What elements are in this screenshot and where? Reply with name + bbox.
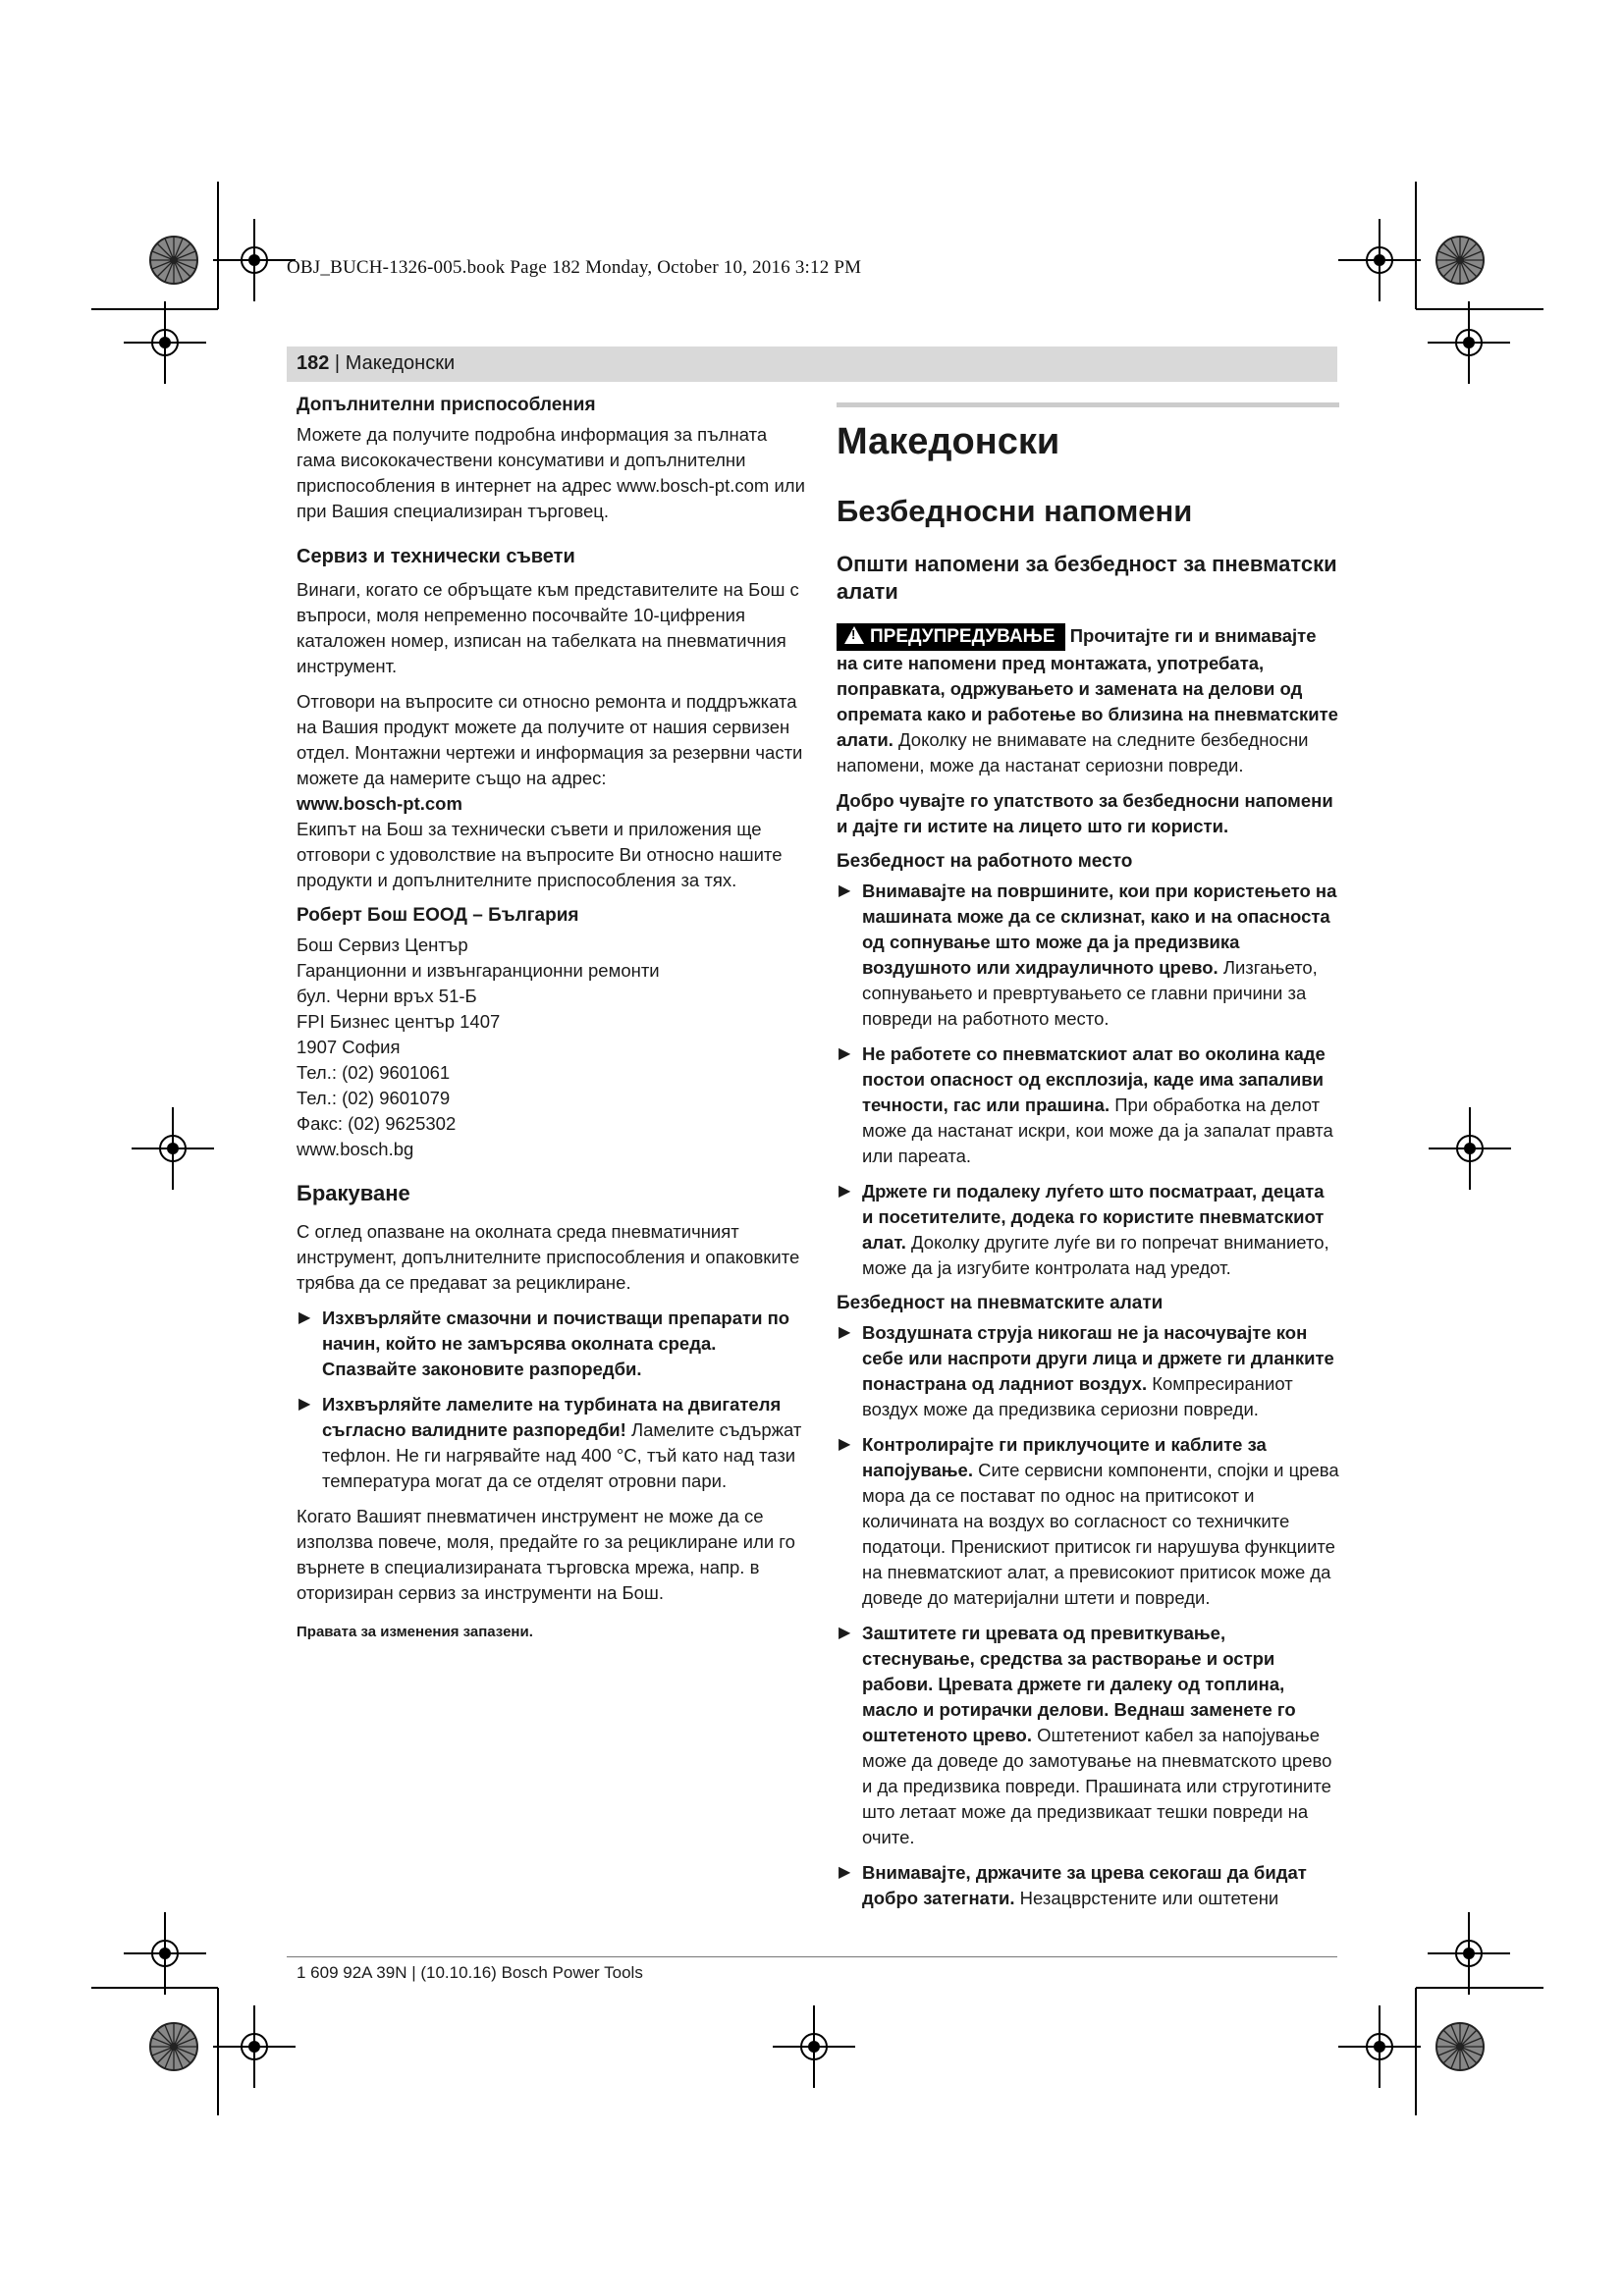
- page-header-language: Македонски: [345, 352, 456, 374]
- contact-company: Роберт Бош ЕООД – България: [297, 905, 579, 926]
- pneumatic-bullet: [837, 1621, 1339, 1850]
- disposal-title: Бракуване: [297, 1181, 410, 1205]
- bullet-text: Оштетениот кабел за напојување може да доведе до замотување на пневматското црево и да предизвика повреди. Прашината или струготините што летаат може да предизвикаат тешки повреди на очите.: [862, 1725, 1332, 1847]
- keep-instructions: Добро чувајте го упатството за безбедносни напомени и дајте ги истите на лицето што ги користи.: [837, 790, 1333, 836]
- warning-label: [837, 623, 1065, 651]
- bullet-text: При обработка на делот може да настанат искри, кои може да ја запалат правта или пареата.: [862, 1095, 1333, 1166]
- pneumatic-bullet: [837, 1432, 1339, 1611]
- pneumatic-bullet: [837, 1860, 1339, 1911]
- pneumatic-safety-title: Безбедност на пневматските алати: [837, 1293, 1164, 1313]
- page-number: 182: [297, 352, 330, 374]
- workplace-safety-title: Безбедност на работното место: [837, 851, 1133, 872]
- disposal-bullet: [297, 1392, 807, 1494]
- right-column: [837, 393, 1339, 1921]
- bullet-bold: Воздушната струја никогаш не ја насочувајте кон себе или наспроти други лица и држете ги дланките понастрана од ладниот воздух.: [862, 1322, 1334, 1394]
- bullet-arrow-icon: ▶: [839, 1625, 851, 1641]
- bullet-arrow-icon: ▶: [839, 1324, 851, 1341]
- service-paragraph-1: Винаги, когато се обръщате към представителите на Бош с въпроси, моля непременно посочвайте 10-цифрения каталожен номер, изписан на табелката на пневматичния инструмент.: [297, 579, 799, 676]
- safety-title: Безбедносни напомени: [837, 494, 1193, 528]
- bullet-bold: Држете ги подалеку луѓето што посматраат, децата и посетителите, додека го користите пневматскиот алат.: [862, 1181, 1325, 1253]
- contact-line: Тел.: (02) 9601061: [297, 1062, 451, 1083]
- warning-block: [837, 623, 1339, 778]
- disposal-bullet: [297, 1306, 807, 1382]
- bullet-bold: Внимавајте, држачите за црева секогаш да бидат добро затегнати.: [862, 1862, 1307, 1908]
- contact-line: FPI Бизнес център 1407: [297, 1011, 501, 1032]
- bullet-text: Компресираниот воздух може да предизвика сериозни повреди.: [862, 1373, 1293, 1419]
- disposal-bullet-bold: Изхвърляйте ламелите на турбината на двигателя съгласно валидните разпоредби!: [322, 1394, 782, 1440]
- bullet-bold: Контролирајте ги приклучоците и каблите за напојување.: [862, 1434, 1267, 1480]
- pneumatic-bullet: [837, 1320, 1339, 1422]
- contact-line: www.bosch.bg: [297, 1139, 414, 1159]
- accessories-text: Можете да получите подробна информация за пълната гама висококачествени консумативи и допълнителни приспособления в интернет на адрес www.bosch-pt.com или при Вашия специализиран търговец.: [297, 424, 805, 521]
- bullet-arrow-icon: ▶: [839, 1436, 851, 1453]
- bullet-arrow-icon: ▶: [839, 1864, 851, 1881]
- workplace-bullet: [837, 1041, 1339, 1169]
- bullet-text: Незацврстените или оштетени: [1014, 1888, 1279, 1908]
- general-safety-title: Општи напомени за безбедност за пневматски алати: [837, 552, 1337, 604]
- warning-label-text: ПРЕДУПРЕДУВАЊЕ: [870, 626, 1056, 647]
- disposal-paragraph-1: С оглед опазване на околната среда пневматичният инструмент, допълнителните приспособления и опаковките трябва да се предават за рециклиране.: [297, 1221, 800, 1293]
- service-url: www.bosch-pt.com: [297, 793, 462, 814]
- workplace-bullet: [837, 879, 1339, 1032]
- page-header-separator: |: [329, 352, 346, 374]
- language-title: Македонски: [837, 402, 1339, 466]
- bullet-arrow-icon: ▶: [839, 1183, 851, 1200]
- contact-line: Факс: (02) 9625302: [297, 1113, 457, 1134]
- workplace-bullet: [837, 1179, 1339, 1281]
- page-header: [297, 352, 455, 375]
- bullet-text: Лизгањето, сопнувањето и превртувањето се главни причини за повреди на работното место.: [862, 957, 1318, 1029]
- left-column: [297, 393, 807, 1655]
- bullet-arrow-icon: ▶: [839, 1045, 851, 1062]
- contact-line: Тел.: (02) 9601079: [297, 1088, 451, 1108]
- disposal-bullet-text: Ламелите съдържат тефлон. Не ги нагрявайте над 400 °C, тъй като над тази температура могат да се отделят отровни пари.: [322, 1419, 802, 1491]
- page-footer: 1 609 92A 39N | (10.10.16) Bosch Power Tools: [297, 1963, 643, 1982]
- disposal-paragraph-2: Когато Вашият пневматичен инструмент не може да се използва повече, моля, предайте го за рециклиране или го върнете в специализираната търговска мрежа, напр. в оторизиран сервиз за инструменти на Бош.: [297, 1506, 795, 1603]
- disposal-bullet-bold: Изхвърляйте смазочни и почистващи препарати по начин, който не замърсява околната среда. Спазвайте законовите разпоредби.: [322, 1308, 790, 1379]
- bullet-bold: Внимавајте на површините, кои при користењето на машината може да се склизнат, како и на опасноста од сопнување што може да ја предизвика воздушното или хидрауличното црево.: [862, 881, 1337, 978]
- contact-line: 1907 София: [297, 1037, 401, 1057]
- bullet-text: Сите сервисни компоненти, спојки и црева мора да се поставaт по однос на притисокот и количината на воздух во согласност со техничките податоци. Пренискиот притисок ги нарушува функциите на пневматскиот алат, а превисокиот притисок може да доведе до материјални штети и повреди.: [862, 1460, 1339, 1608]
- service-paragraph-3: Екипът на Бош за технически съвети и приложения ще отговори с удоволствие на въпросите Ви относно нашите продукти и допълнителните приспособления за тях.: [297, 819, 783, 890]
- contact-address: [297, 933, 807, 1162]
- bullet-arrow-icon: ▶: [298, 1309, 311, 1326]
- rights-reserved: Правата за изменения запазени.: [297, 1624, 533, 1640]
- bullet-bold: Заштитете ги цревата од превиткување, стеснување, средства за растворање и остри рабови. Цревата држете ги далеку од топлина, масло и ротирачки делови. Веднаш заменете го оштетеното црево.: [862, 1623, 1296, 1745]
- accessories-title: Допълнителни приспособления: [297, 395, 596, 415]
- page-header-bar: [287, 347, 1337, 382]
- contact-line: бул. Черни връх 51-Б: [297, 986, 477, 1006]
- bullet-bold: Не работете со пневматскиот алат во околина каде постои опасност од експлозија, каде има запаливи течности, гас или прашина.: [862, 1043, 1326, 1115]
- bullet-arrow-icon: ▶: [298, 1396, 311, 1413]
- warning-triangle-icon: [844, 626, 864, 644]
- bullet-text: Доколку другите луѓе ви го попречат вниманието, може да ја изгубите контролата над уредот.: [862, 1232, 1329, 1278]
- bullet-arrow-icon: ▶: [839, 882, 851, 899]
- contact-line: Бош Сервиз Център: [297, 934, 468, 955]
- footer-rule: [287, 1956, 1337, 1957]
- warning-text: Доколку не внимавате на следните безбедносни напомени, може да настанат сериозни повреди.: [837, 729, 1309, 775]
- warning-bold-text: Прочитајте ги и внимавајте на сите напомени пред монтажата, употребата, поправката, одржувањето и замената на делови од опремата како и работење во близина на пневматските алати.: [837, 625, 1338, 750]
- service-paragraph-2: Отговори на въпросите си относно ремонта и поддръжката на Вашия продукт можете да получите от нашия сервизен отдел. Монтажни чертежи и информация за резервни части можете да намерите също на адрес:: [297, 691, 803, 788]
- file-header: OBJ_BUCH-1326-005.book Page 182 Monday, October 10, 2016 3:12 PM: [287, 257, 862, 278]
- contact-line: Гаранционни и извънгаранционни ремонти: [297, 960, 660, 981]
- service-title: Сервиз и технически съвети: [297, 546, 575, 567]
